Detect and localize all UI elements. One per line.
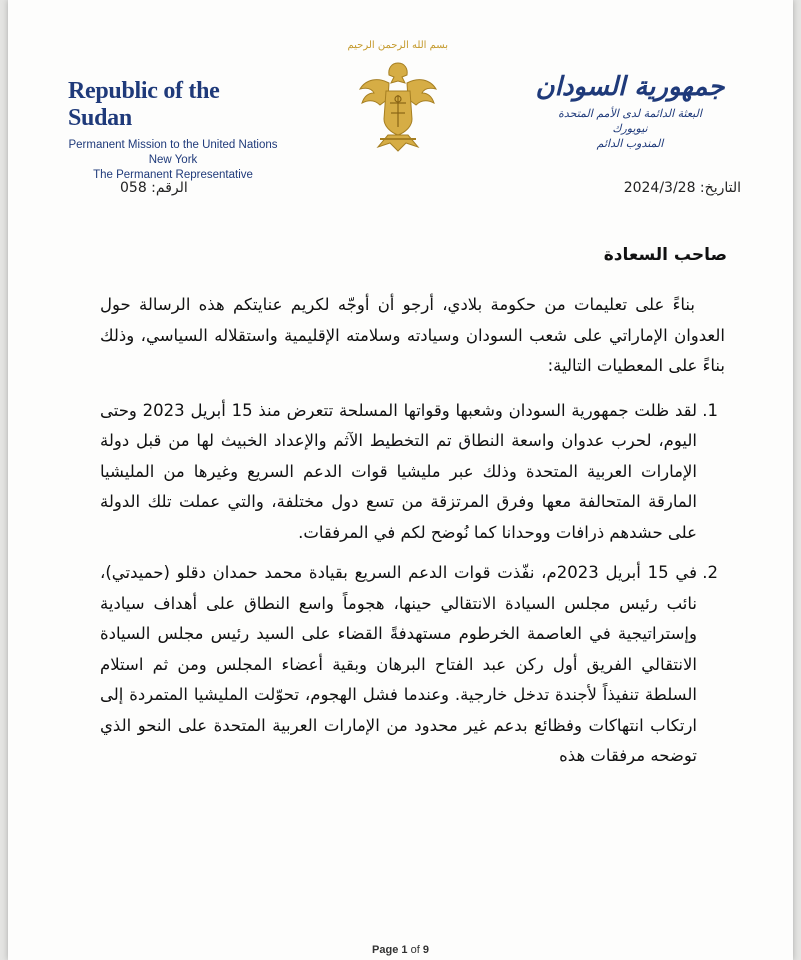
point-item: 2. في 15 أبريل 2023م، نفّذت قوات الدعم السريع بقيادة محمد حمدان دقلو (حميدتي)، نائب رئيس مجلس السيادة الانتقالي حينها، هجوماً واسع النطاق على أهداف سيادية وإستراتيجية في العاصمة الخرطوم مستهدفةً القضاء على السيد رئيس مجلس السيادة الانتقالي الفريق أول ركن عبد الفتاح البرهان وبقية أعضاء المجلس ومن ثم استلام السلطة تنفيذاً لأجندة تدخل خارجية. وعندما فشل الهجوم، تحوّلت المليشيا المتمردة إلى ارتكاب انتهاكات وفظائع بدعم غير محدود من الإمارات العربية المتحدة على النحو الذي توضحه مرفقات هذه (100, 558, 697, 772)
numbered-points (100, 396, 725, 772)
of-word: of (410, 944, 420, 956)
page-word: Page (372, 944, 399, 956)
letter-reference: الرقم: 058 (120, 180, 188, 196)
letter-body (100, 290, 725, 782)
letterhead-arabic (515, 72, 745, 151)
page-footer (8, 944, 793, 956)
page-number: 1 (401, 944, 408, 956)
role-en: The Permanent Representative (93, 169, 253, 181)
intro-paragraph: بناءً على تعليمات من حكومة بلادي، أرجو أن أوجّه لكريم عنايتكم هذه الرسالة حول العدوان الإماراتي على شعب السودان وسيادته وسلامته الإقليمية واستقلاله السياسي، وذلك بناءً على المعطيات التالية: (100, 295, 725, 375)
salutation: صاحب السعادة (603, 245, 727, 265)
letter-date: التاريخ: 2024/3/28 (623, 180, 741, 196)
point-item: 1. لقد ظلت جمهورية السودان وشعبها وقواتها المسلحة تتعرض منذ 15 أبريل 2023 وحتى اليوم، لحرب عدوان واسعة النطاق تم التخطيط الآثم والإعداد الخبيث لها من قبل دولة الإمارات العربية المتحدة وذلك عبر مليشيا قوات الدعم السريع وغيرها من المليشيا المارقة المتحالفة معها وفرق المرتزقة من تسع دول مختلفة، والتي عملت تلك الدولة على حشدهم ذرافات ووحدانا كما نُوضح لكم في المرفقات. (100, 396, 697, 549)
mission-name-en: Permanent Mission to the United Nations (68, 139, 278, 151)
basmala: بسم الله الرحمن الرحيم (347, 40, 448, 51)
letterhead-english (68, 78, 288, 183)
mission-name-ar: البعثة الدائمة لدى الأمم المتحدة (558, 107, 702, 120)
country-title-en: Republic of the Sudan (68, 78, 220, 131)
letter-page (8, 0, 793, 960)
city-ar: نيويورك (612, 122, 648, 135)
sudan-eagle-emblem-icon (358, 55, 438, 155)
role-ar: المندوب الدائم (596, 137, 664, 150)
country-title-ar: جمهورية السودان (535, 72, 725, 102)
city-en: New York (148, 154, 198, 166)
page-total: 9 (422, 944, 429, 956)
letterhead-emblem (348, 40, 448, 180)
